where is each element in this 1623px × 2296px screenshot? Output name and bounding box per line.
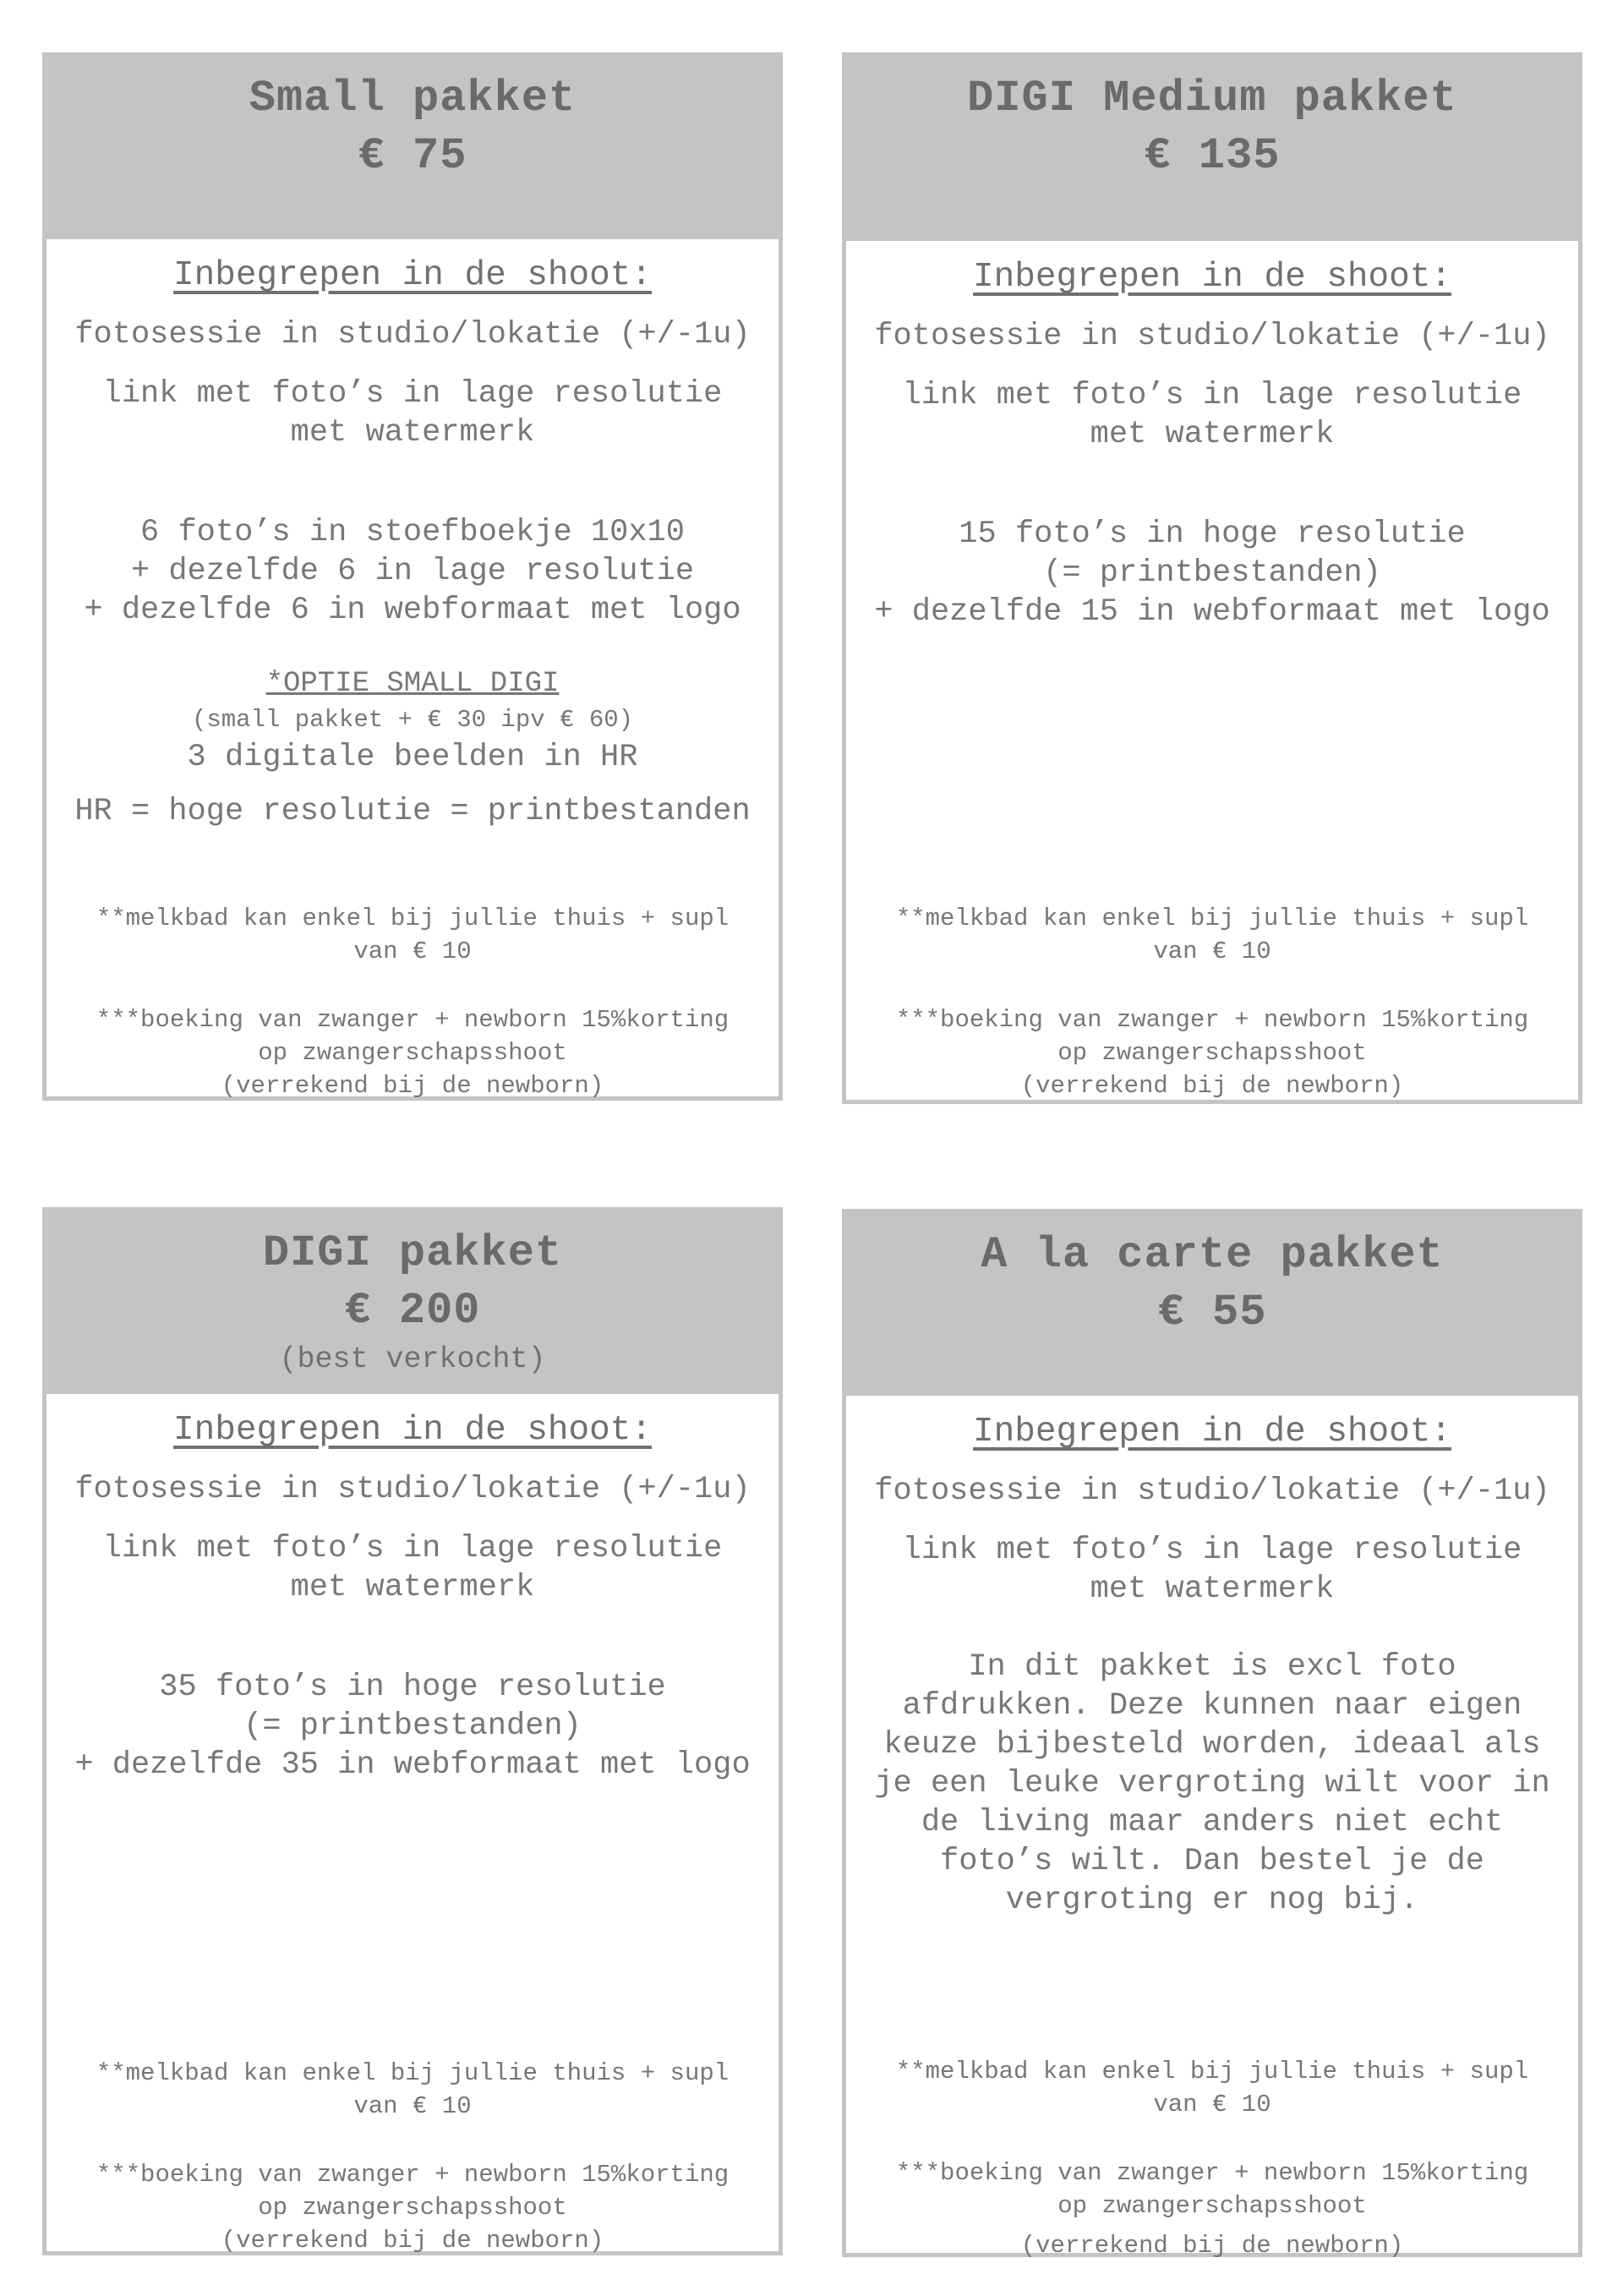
description-line: de living maar anders niet echt xyxy=(921,1805,1504,1840)
best-seller-note: (best verkocht) xyxy=(279,1342,546,1376)
link-line-2: met watermerk xyxy=(290,415,535,451)
session-line: fotosessie in studio/lokatie (+/-1u) xyxy=(874,1473,1550,1509)
session-line: fotosessie in studio/lokatie (+/-1u) xyxy=(74,1472,751,1507)
link-line-2: met watermerk xyxy=(1090,417,1335,452)
booking-line-2: op zwangerschapsshoot xyxy=(258,2194,567,2222)
photos-line-2: + dezelfde 6 in lage resolutie xyxy=(130,554,695,589)
package-header xyxy=(46,1211,779,1394)
link-line-1: link met foto’s in lage resolutie xyxy=(102,376,723,412)
booking-line-1: ***boeking van zwanger + newborn 15%korting xyxy=(895,2159,1529,2187)
package-footer xyxy=(846,902,1578,1102)
link-line-1: link met foto’s in lage resolutie xyxy=(902,1533,1522,1568)
booking-line-3: (verrekend bij de newborn) xyxy=(221,1072,604,1100)
package-card-digi-medium xyxy=(842,52,1582,1104)
hr-note: HR = hoge resolutie = printbestanden xyxy=(74,794,751,829)
session-line: fotosessie in studio/lokatie (+/-1u) xyxy=(74,317,751,353)
melkbad-line-2: van € 10 xyxy=(1153,938,1271,965)
booking-line-2: op zwangerschapsshoot xyxy=(258,1039,567,1067)
booking-line-1: ***boeking van zwanger + newborn 15%korting xyxy=(96,2161,730,2189)
included-heading: Inbegrepen in de shoot: xyxy=(173,256,652,295)
photos-line-3: + dezelfde 35 in webformaat met logo xyxy=(74,1747,751,1783)
description-line: vergroting er nog bij. xyxy=(1005,1883,1419,1918)
package-title: DIGI Medium pakket xyxy=(967,74,1457,123)
session-line: fotosessie in studio/lokatie (+/-1u) xyxy=(874,319,1550,354)
package-card-a-la-carte xyxy=(842,1209,1582,2260)
description-line: In dit pakket is excl foto xyxy=(968,1649,1456,1685)
description-line: je een leuke vergroting wilt voor in xyxy=(874,1766,1550,1801)
melkbad-line-1: **melkbad kan enkel bij jullie thuis + supl xyxy=(96,905,730,932)
photos-line-2: (= printbestanden) xyxy=(243,1708,582,1744)
booking-line-3: (verrekend bij de newborn) xyxy=(221,2227,604,2255)
booking-line-3: (verrekend bij de newborn) xyxy=(1020,2232,1404,2260)
booking-line-1: ***boeking van zwanger + newborn 15%korting xyxy=(96,1006,730,1034)
option-detail: 3 digitale beelden in HR xyxy=(187,740,638,775)
package-body xyxy=(46,1409,779,1785)
photos-line-1: 35 foto’s in hoge resolutie xyxy=(159,1670,666,1705)
package-body xyxy=(846,1411,1578,1920)
melkbad-line-2: van € 10 xyxy=(353,938,472,965)
package-header xyxy=(846,1213,1578,1396)
package-price: € 135 xyxy=(1144,131,1281,181)
package-body xyxy=(846,256,1578,631)
package-header xyxy=(846,57,1578,241)
included-heading: Inbegrepen in de shoot: xyxy=(973,258,1451,297)
package-header xyxy=(46,57,779,239)
booking-line-1: ***boeking van zwanger + newborn 15%korting xyxy=(895,1006,1529,1034)
package-price: € 75 xyxy=(358,131,467,181)
package-body xyxy=(46,254,779,831)
melkbad-line-2: van € 10 xyxy=(1153,2091,1271,2118)
option-title: *OPTIE SMALL DIGI xyxy=(265,668,560,700)
package-card-digi xyxy=(42,1207,783,2255)
melkbad-line-1: **melkbad kan enkel bij jullie thuis + supl xyxy=(895,2058,1529,2086)
photos-line-2: (= printbestanden) xyxy=(1043,555,1381,591)
description-line: foto’s wilt. Dan bestel je de xyxy=(940,1844,1484,1879)
package-card-small xyxy=(42,52,783,1101)
melkbad-line-1: **melkbad kan enkel bij jullie thuis + supl xyxy=(96,2059,730,2087)
description xyxy=(851,1648,1573,1920)
booking-line-3: (verrekend bij de newborn) xyxy=(1020,1072,1404,1100)
included-heading: Inbegrepen in de shoot: xyxy=(173,1411,652,1450)
booking-line-2: op zwangerschapsshoot xyxy=(1057,2192,1367,2220)
photos-line-3: + dezelfde 15 in webformaat met logo xyxy=(874,594,1550,630)
package-price: € 55 xyxy=(1157,1287,1267,1337)
melkbad-line-1: **melkbad kan enkel bij jullie thuis + supl xyxy=(895,905,1529,932)
package-title: A la carte pakket xyxy=(981,1230,1444,1280)
package-footer xyxy=(46,2057,779,2257)
package-title: DIGI pakket xyxy=(262,1228,563,1278)
package-title: Small pakket xyxy=(249,74,577,123)
link-line-1: link met foto’s in lage resolutie xyxy=(902,378,1522,413)
package-price: € 200 xyxy=(344,1286,481,1336)
link-line-1: link met foto’s in lage resolutie xyxy=(102,1531,723,1566)
description-line: afdrukken. Deze kunnen naar eigen xyxy=(902,1688,1522,1724)
link-line-2: met watermerk xyxy=(1090,1572,1335,1607)
link-line-2: met watermerk xyxy=(290,1570,535,1605)
package-footer xyxy=(846,2055,1578,2262)
included-heading: Inbegrepen in de shoot: xyxy=(973,1413,1451,1451)
melkbad-line-2: van € 10 xyxy=(353,2092,472,2120)
photos-line-3: + dezelfde 6 in webformaat met logo xyxy=(84,593,741,628)
booking-line-2: op zwangerschapsshoot xyxy=(1057,1039,1367,1067)
option-subtitle: (small pakket + € 30 ipv € 60) xyxy=(191,706,634,734)
photos-line-1: 15 foto’s in hoge resolutie xyxy=(959,517,1466,552)
photos-line-1: 6 foto’s in stoefboekje 10x10 xyxy=(140,515,685,550)
description-line: keuze bijbesteld worden, ideaal als xyxy=(883,1727,1541,1763)
package-footer xyxy=(46,902,779,1102)
